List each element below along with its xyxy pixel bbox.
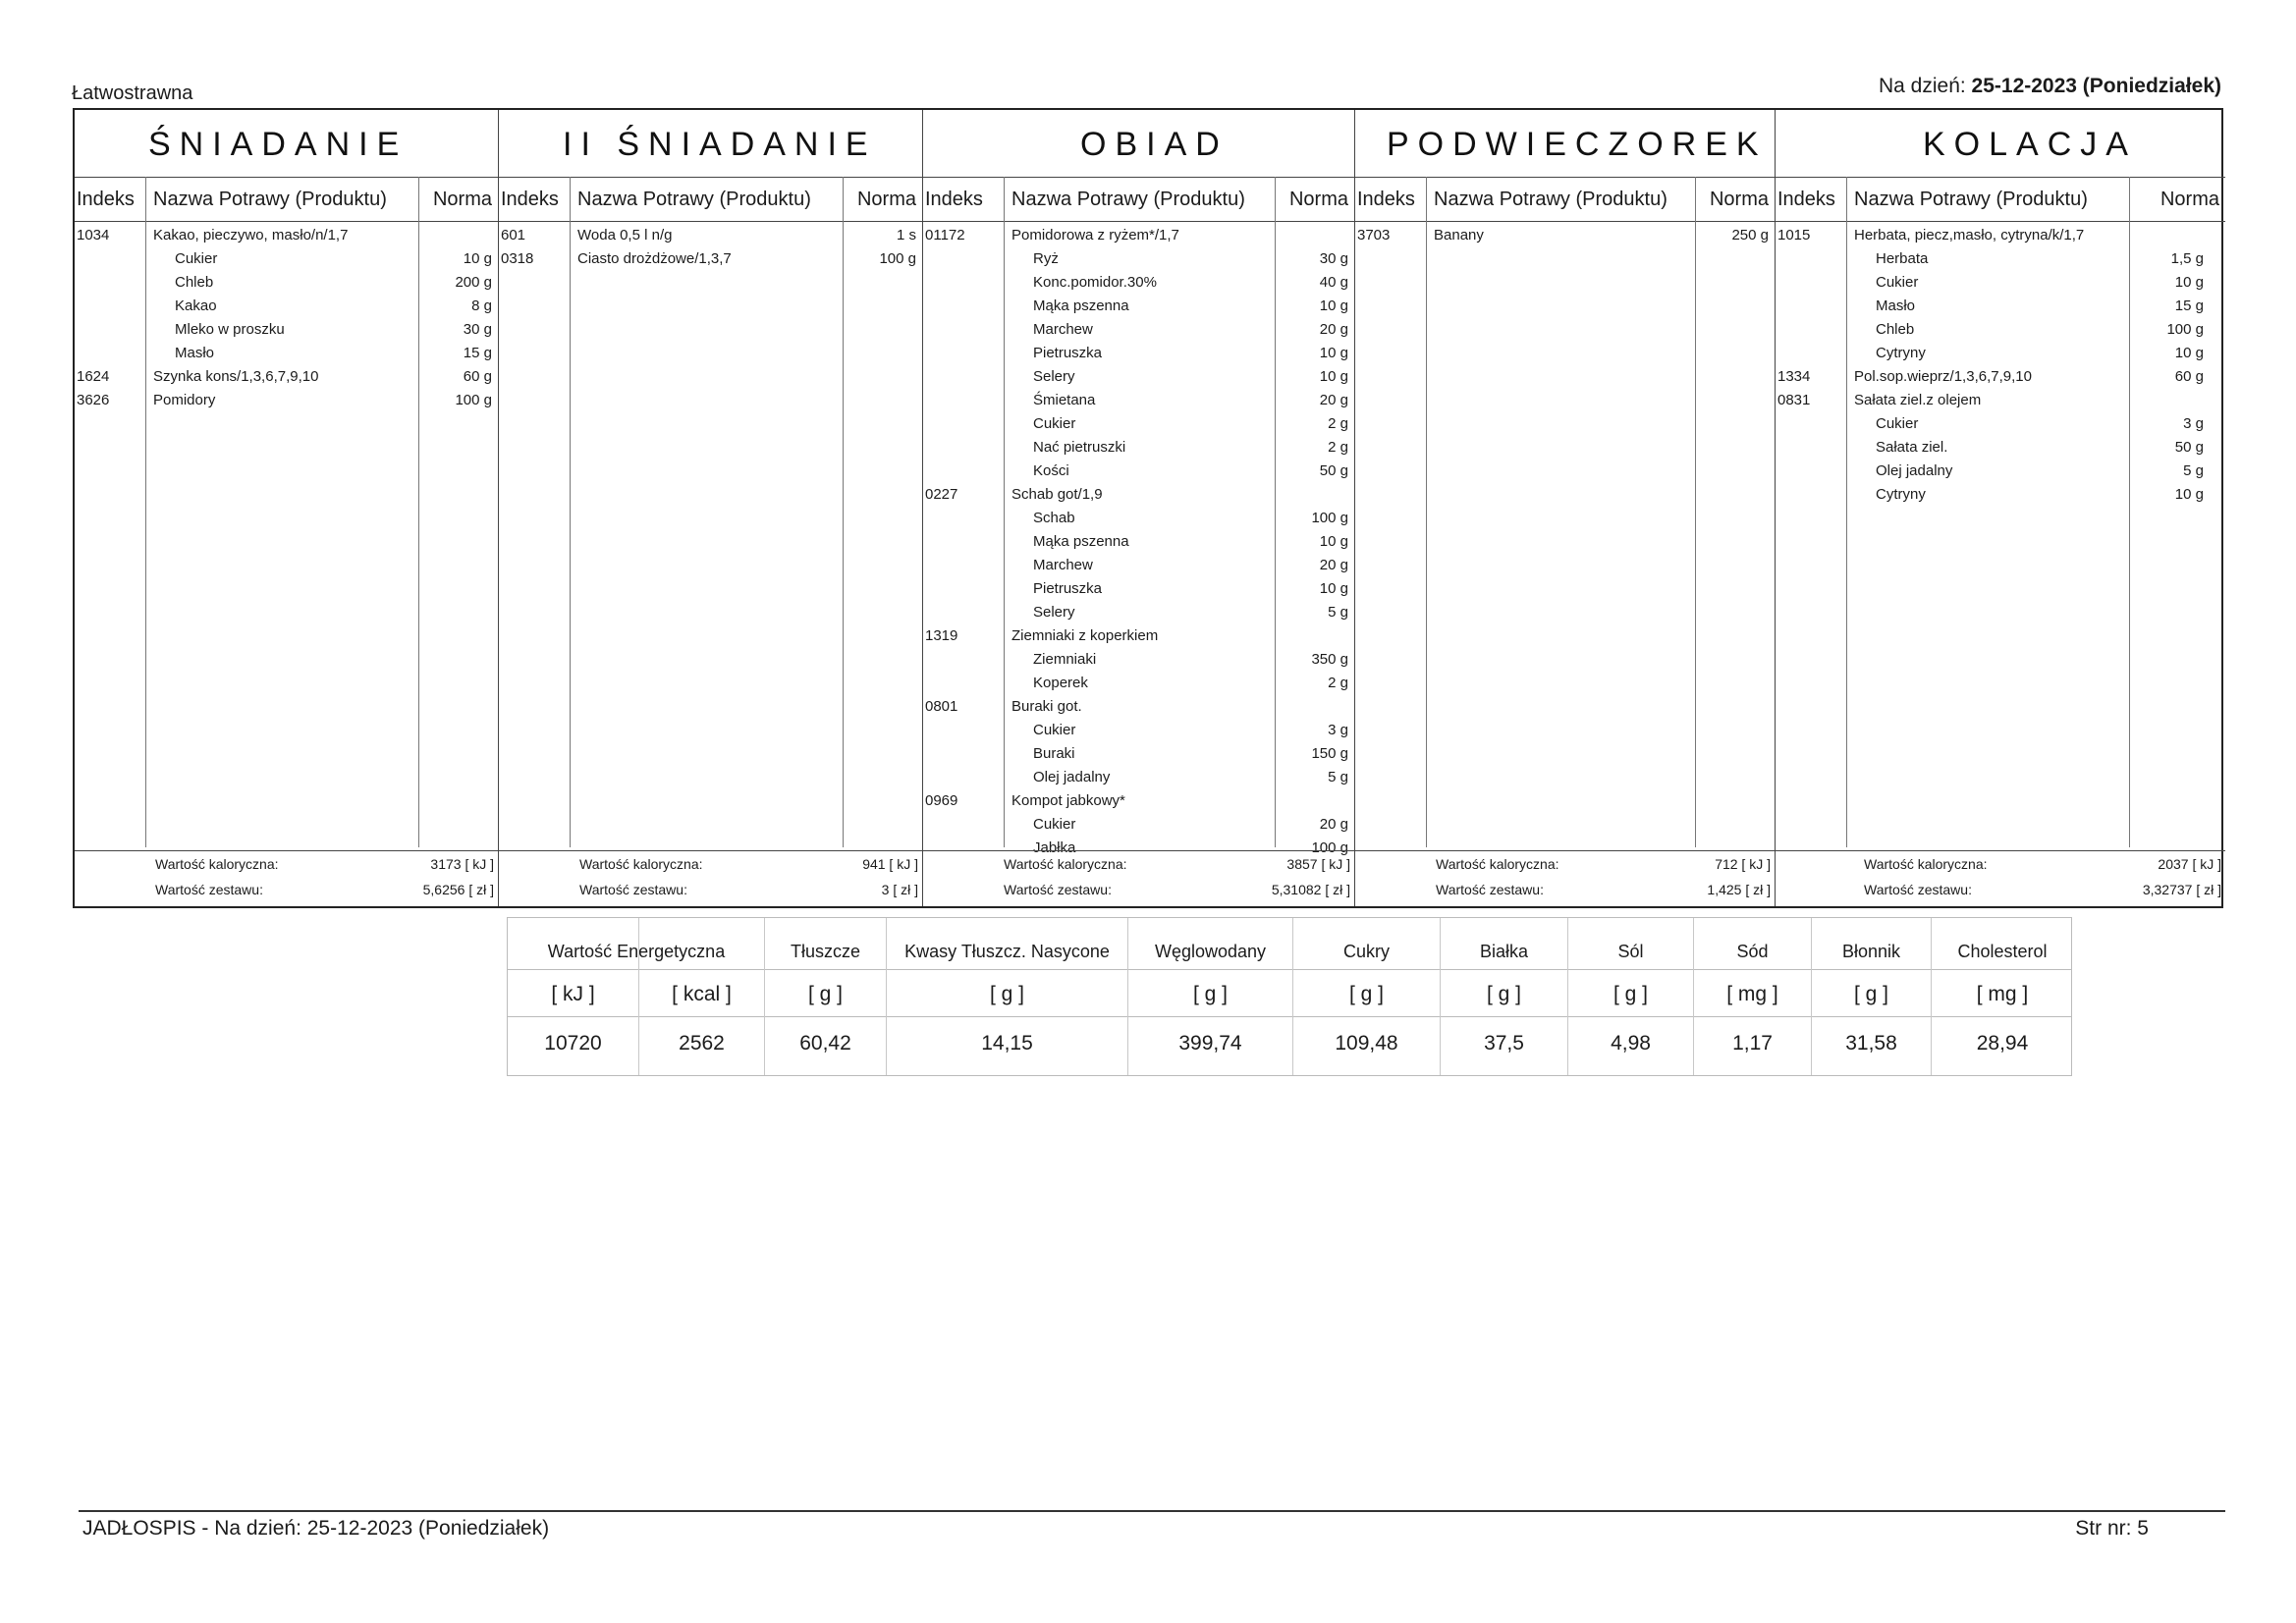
item-index: 1334	[1777, 368, 1811, 385]
nutrition-header: Sól	[1617, 942, 1644, 961]
calorie-label: Wartość kaloryczna:	[1864, 856, 1988, 872]
nutrition-value: 14,15	[981, 1032, 1033, 1055]
item-quantity: 10 g	[1319, 298, 1348, 314]
nutrition-column	[765, 918, 887, 1075]
nutrition-column	[1441, 918, 1568, 1075]
ingredient-name: Cukier	[1876, 415, 1919, 432]
ingredient-name: Pietruszka	[1033, 580, 1103, 597]
ingredient-name: Marchew	[1033, 321, 1093, 338]
meal-column-5	[1776, 110, 2225, 906]
nutrition-header: Węglowodany	[1154, 942, 1267, 961]
ingredient-name: Nać pietruszki	[1033, 439, 1126, 456]
dish-name: Kakao, pieczywo, masło/n/1,7	[153, 227, 349, 243]
item-index: 1015	[1777, 227, 1811, 243]
header-indeks: Indeks	[925, 189, 983, 210]
calorie-value: 712 [ kJ ]	[1715, 856, 1771, 872]
column-divider	[1426, 177, 1427, 847]
ingredient-name: Selery	[1033, 604, 1075, 621]
calorie-value: 2037 [ kJ ]	[2158, 856, 2221, 872]
ingredient-name: Cukier	[1033, 415, 1076, 432]
item-quantity: 1,5 g	[2170, 250, 2204, 267]
dish-name: Pomidorowa z ryżem*/1,7	[1011, 227, 1179, 243]
nutrition-header: Cukry	[1342, 942, 1390, 961]
nutrition-unit: [ kcal ]	[672, 983, 732, 1005]
diet-name: Łatwostrawna	[72, 82, 193, 104]
nutrition-value: 399,74	[1178, 1032, 1242, 1055]
meal-title: OBIAD	[1080, 126, 1229, 163]
dish-name: Woda 0,5 l n/g	[577, 227, 673, 243]
menu-table	[73, 108, 2223, 908]
ingredient-name: Sałata ziel.	[1876, 439, 1948, 456]
cost-value: 1,425 [ zł ]	[1707, 882, 1771, 897]
ingredient-name: Cytryny	[1876, 486, 1926, 503]
item-index: 01172	[925, 227, 965, 243]
ingredient-name: Śmietana	[1033, 392, 1096, 408]
column-divider	[570, 177, 571, 847]
nutrition-value: 2562	[679, 1032, 725, 1055]
nutrition-unit: [ g ]	[1348, 983, 1385, 1005]
dish-name: Schab got/1,9	[1011, 486, 1103, 503]
nutrition-unit: [ g ]	[1613, 983, 1649, 1005]
item-quantity: 5 g	[1328, 769, 1348, 785]
item-quantity: 8 g	[471, 298, 492, 314]
meal-summary-divider	[75, 850, 498, 851]
item-quantity: 250 g	[1731, 227, 1769, 243]
ingredient-name: Masło	[175, 345, 215, 361]
meal-summary-divider	[1776, 850, 2225, 851]
header-indeks: Indeks	[77, 189, 135, 210]
ingredient-name: Koperek	[1033, 675, 1088, 691]
calorie-value: 3173 [ kJ ]	[430, 856, 494, 872]
page-number: Str nr: 5	[2075, 1517, 2149, 1540]
ingredient-name: Cukier	[1033, 722, 1076, 738]
ingredient-name: Schab	[1033, 510, 1075, 526]
header-norma: Norma	[432, 189, 492, 210]
nutrition-unit: [ g ]	[1853, 983, 1889, 1005]
meal-summary-divider	[923, 850, 1354, 851]
item-index: 0969	[925, 792, 958, 809]
meal-title: II ŚNIADANIE	[563, 126, 877, 163]
item-quantity: 3 g	[2183, 415, 2204, 432]
calorie-label: Wartość kaloryczna:	[579, 856, 703, 872]
ingredient-name: Jabłka	[1033, 839, 1076, 856]
nutrition-value: 60,42	[799, 1032, 851, 1055]
item-quantity: 100 g	[879, 250, 916, 267]
nutrition-column	[1293, 918, 1441, 1075]
cost-label: Wartość zestawu:	[1436, 882, 1544, 897]
nutrition-unit: [ g ]	[1486, 983, 1522, 1005]
meal-title: ŚNIADANIE	[148, 126, 409, 163]
column-divider	[2129, 177, 2130, 847]
item-quantity: 5 g	[2183, 462, 2204, 479]
ingredient-name: Mąka pszenna	[1033, 533, 1129, 550]
item-quantity: 150 g	[1311, 745, 1348, 762]
item-quantity: 60 g	[463, 368, 492, 385]
header-nazwa: Nazwa Potrawy (Produktu)	[577, 189, 811, 210]
meal-column-3	[923, 110, 1355, 906]
item-index: 601	[501, 227, 526, 243]
header-nazwa: Nazwa Potrawy (Produktu)	[1011, 189, 1245, 210]
dish-name: Buraki got.	[1011, 698, 1082, 715]
meal-column-2	[499, 110, 923, 906]
item-index: 0318	[501, 250, 534, 267]
item-quantity: 10 g	[1319, 533, 1348, 550]
column-header-row	[923, 177, 1354, 222]
nutrition-header: Sód	[1736, 942, 1769, 961]
ingredient-name: Konc.pomidor.30%	[1033, 274, 1157, 291]
item-quantity: 15 g	[463, 345, 492, 361]
item-quantity: 10 g	[1319, 368, 1348, 385]
item-index: 3626	[77, 392, 110, 408]
nutrition-header: Cholesterol	[1957, 942, 2048, 961]
ingredient-name: Chleb	[175, 274, 214, 291]
nutrition-value: 31,58	[1845, 1032, 1897, 1055]
item-quantity: 30 g	[463, 321, 492, 338]
ingredient-name: Kakao	[175, 298, 217, 314]
item-quantity: 20 g	[1319, 321, 1348, 338]
nutrition-value: 4,98	[1611, 1032, 1651, 1055]
energy-header: Wartość Energetyczna	[547, 942, 726, 961]
column-header-row	[75, 177, 498, 222]
item-quantity: 100 g	[455, 392, 492, 408]
ingredient-name: Buraki	[1033, 745, 1075, 762]
meal-column-4	[1355, 110, 1776, 906]
item-quantity: 10 g	[2174, 274, 2204, 291]
cost-value: 3 [ zł ]	[881, 882, 918, 897]
nutrition-unit: [ mg ]	[1976, 983, 2029, 1005]
meal-title: PODWIECZOREK	[1387, 126, 1768, 163]
nutrition-unit: [ g ]	[989, 983, 1025, 1005]
nutrition-value: 37,5	[1484, 1032, 1524, 1055]
nutrition-unit: [ g ]	[1192, 983, 1229, 1005]
cost-label: Wartość zestawu:	[1004, 882, 1112, 897]
nutrition-column	[887, 918, 1128, 1075]
item-quantity: 10 g	[2174, 345, 2204, 361]
ingredient-name: Mleko w proszku	[175, 321, 285, 338]
header-indeks: Indeks	[1357, 189, 1415, 210]
item-index: 1624	[77, 368, 110, 385]
header-nazwa: Nazwa Potrawy (Produktu)	[1854, 189, 2088, 210]
item-index: 1034	[77, 227, 110, 243]
header-indeks: Indeks	[501, 189, 559, 210]
footer-title: JADŁOSPIS - Na dzień: 25-12-2023 (Poniedziałek)	[82, 1517, 550, 1540]
meal-title: KOLACJA	[1923, 126, 2137, 163]
nutrition-header: Błonnik	[1841, 942, 1901, 961]
column-divider	[1695, 177, 1696, 847]
ingredient-name: Olej jadalny	[1033, 769, 1111, 785]
nutrition-value: 1,17	[1732, 1032, 1773, 1055]
menu-date	[1879, 75, 2221, 98]
header-norma: Norma	[856, 189, 916, 210]
item-quantity: 3 g	[1328, 722, 1348, 738]
item-quantity: 60 g	[2174, 368, 2204, 385]
nutrition-value: 28,94	[1976, 1032, 2029, 1055]
header-indeks: Indeks	[1777, 189, 1835, 210]
nutrition-unit: [ g ]	[807, 983, 844, 1005]
column-divider	[145, 177, 146, 847]
meal-summary-divider	[499, 850, 922, 851]
item-quantity: 10 g	[1319, 580, 1348, 597]
calorie-label: Wartość kaloryczna:	[1436, 856, 1559, 872]
calorie-value: 3857 [ kJ ]	[1286, 856, 1350, 872]
header-norma: Norma	[2159, 189, 2219, 210]
ingredient-name: Ryż	[1033, 250, 1059, 267]
calorie-value: 941 [ kJ ]	[862, 856, 918, 872]
item-quantity: 200 g	[455, 274, 492, 291]
meal-column-1	[75, 110, 499, 906]
item-quantity: 1 s	[896, 227, 916, 243]
dish-name: Pol.sop.wieprz/1,3,6,7,9,10	[1854, 368, 2032, 385]
ingredient-name: Olej jadalny	[1876, 462, 1953, 479]
column-header-row	[1776, 177, 2225, 222]
nutrition-column	[1932, 918, 2073, 1075]
ingredient-name: Herbata	[1876, 250, 1929, 267]
ingredient-name: Kości	[1033, 462, 1069, 479]
dish-name: Ciasto drożdżowe/1,3,7	[577, 250, 732, 267]
item-quantity: 50 g	[1319, 462, 1348, 479]
cost-label: Wartość zestawu:	[579, 882, 687, 897]
item-quantity: 15 g	[2174, 298, 2204, 314]
footer-rule	[79, 1510, 2225, 1512]
item-quantity: 50 g	[2174, 439, 2204, 456]
ingredient-name: Cukier	[1033, 816, 1076, 833]
cost-label: Wartość zestawu:	[155, 882, 263, 897]
column-divider	[1275, 177, 1276, 847]
item-quantity: 40 g	[1319, 274, 1348, 291]
cost-value: 5,31082 [ zł ]	[1271, 882, 1350, 897]
column-divider	[1004, 177, 1005, 847]
item-index: 3703	[1357, 227, 1391, 243]
column-header-row	[1355, 177, 1775, 222]
header-nazwa: Nazwa Potrawy (Produktu)	[153, 189, 387, 210]
dish-name: Kompot jabkowy*	[1011, 792, 1125, 809]
dish-name: Pomidory	[153, 392, 216, 408]
date-label: Na dzień:	[1878, 75, 1966, 97]
item-quantity: 5 g	[1328, 604, 1348, 621]
nutrition-column	[1694, 918, 1812, 1075]
calorie-label: Wartość kaloryczna:	[1004, 856, 1127, 872]
item-quantity: 2 g	[1328, 415, 1348, 432]
item-quantity: 100 g	[1311, 839, 1348, 856]
calorie-label: Wartość kaloryczna:	[155, 856, 279, 872]
ingredient-name: Chleb	[1876, 321, 1915, 338]
dish-name: Banany	[1434, 227, 1484, 243]
item-quantity: 10 g	[2174, 486, 2204, 503]
item-quantity: 30 g	[1319, 250, 1348, 267]
nutrition-unit: [ mg ]	[1726, 983, 1778, 1005]
item-quantity: 100 g	[2166, 321, 2204, 338]
item-quantity: 20 g	[1319, 816, 1348, 833]
dish-name: Sałata ziel.z olejem	[1854, 392, 1982, 408]
column-divider	[418, 177, 419, 847]
nutrition-column	[1568, 918, 1694, 1075]
item-index: 0831	[1777, 392, 1811, 408]
ingredient-name: Selery	[1033, 368, 1075, 385]
ingredient-name: Masło	[1876, 298, 1916, 314]
dish-name: Szynka kons/1,3,6,7,9,10	[153, 368, 319, 385]
ingredient-name: Marchew	[1033, 557, 1093, 573]
ingredient-name: Cukier	[1876, 274, 1919, 291]
item-quantity: 350 g	[1311, 651, 1348, 668]
cost-label: Wartość zestawu:	[1864, 882, 1972, 897]
meal-summary-divider	[1355, 850, 1775, 851]
nutrition-column	[1128, 918, 1293, 1075]
nutrition-value: 109,48	[1335, 1032, 1398, 1055]
cost-value: 5,6256 [ zł ]	[422, 882, 494, 897]
nutrition-header: Tłuszcze	[790, 942, 860, 961]
ingredient-name: Cytryny	[1876, 345, 1926, 361]
ingredient-name: Pietruszka	[1033, 345, 1103, 361]
item-quantity: 10 g	[463, 250, 492, 267]
ingredient-name: Cukier	[175, 250, 218, 267]
column-divider	[1846, 177, 1847, 847]
header-nazwa: Nazwa Potrawy (Produktu)	[1434, 189, 1667, 210]
cost-value: 3,32737 [ zł ]	[2142, 882, 2221, 897]
ingredient-name: Ziemniaki	[1033, 651, 1097, 668]
item-index: 1319	[925, 627, 958, 644]
dish-name: Ziemniaki z koperkiem	[1011, 627, 1159, 644]
item-quantity: 20 g	[1319, 392, 1348, 408]
dish-name: Herbata, piecz,masło, cytryna/k/1,7	[1854, 227, 2085, 243]
column-divider	[843, 177, 844, 847]
item-index: 0801	[925, 698, 958, 715]
item-quantity: 2 g	[1328, 439, 1348, 456]
item-quantity: 100 g	[1311, 510, 1348, 526]
header-norma: Norma	[1288, 189, 1348, 210]
nutrition-value: 10720	[544, 1032, 602, 1055]
item-quantity: 2 g	[1328, 675, 1348, 691]
header-norma: Norma	[1709, 189, 1769, 210]
nutrition-column	[639, 918, 765, 1075]
nutrition-column	[1812, 918, 1932, 1075]
item-quantity: 20 g	[1319, 557, 1348, 573]
nutrition-header: Kwasy Tłuszcz. Nasycone	[904, 942, 1110, 961]
nutrition-header: Białka	[1479, 942, 1529, 961]
nutrition-unit: [ kJ ]	[551, 983, 595, 1005]
column-header-row	[499, 177, 922, 222]
item-index: 0227	[925, 486, 958, 503]
nutrition-table	[507, 917, 2072, 1076]
item-quantity: 10 g	[1319, 345, 1348, 361]
nutrition-column	[508, 918, 639, 1075]
ingredient-name: Mąka pszenna	[1033, 298, 1129, 314]
date-value: 25-12-2023 (Poniedziałek)	[1971, 75, 2221, 97]
